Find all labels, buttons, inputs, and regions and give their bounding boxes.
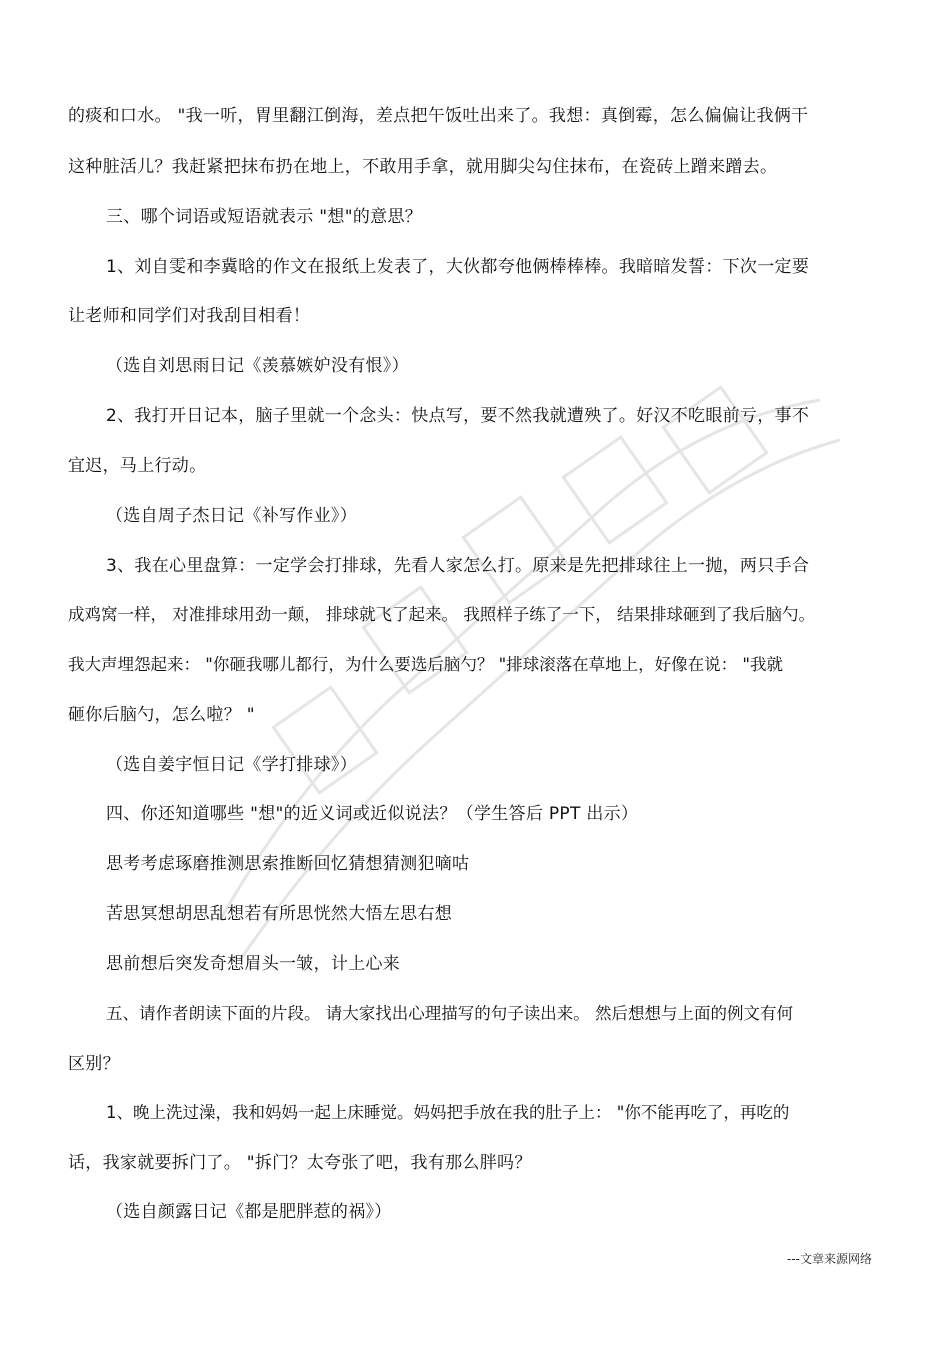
word-list: 思考考虑琢磨推测思索推断回忆猜想猜测犯嘀咕 xyxy=(106,854,470,874)
section-heading: 四、你还知道哪些 "想"的近义词或近似说法？（学生答后 PPT 出示） xyxy=(106,804,639,824)
section-heading: 五、请作者朗读下面的片段。 请大家找出心理描写的句子读出来。 然后想想与上面的例文有何 xyxy=(106,1004,793,1023)
text-line: 成鸡窝一样， 对准排球用劲一颠， 排球就飞了起来。 我照样子练了一下， 结果排球砸到了我后脑勺。 xyxy=(68,605,815,624)
source-citation: （选自周子杰日记《补写作业》） xyxy=(106,506,357,526)
text-line: 3、我在心里盘算：一定学会打排球，先看人家怎么打。原来是先把排球往上一抛，两只手合 xyxy=(106,556,810,576)
source-citation: （选自刘思雨日记《羡慕嫉妒没有恨》） xyxy=(106,356,409,376)
source-citation: （选自姜宇恒日记《学打排球》） xyxy=(106,755,357,775)
word-list: 思前想后突发奇想眉头一皱，计上心来 xyxy=(106,954,401,974)
text-line: 砸你后脑勺，怎么啦？ " xyxy=(68,705,255,725)
text-line: 这种脏活儿？我赶紧把抹布扔在地上，不敢用手拿，就用脚尖勾住抹布，在瓷砖上蹭来蹭去。 xyxy=(68,157,778,177)
text-line: 让老师和同学们对我刮目相看！ xyxy=(68,306,311,326)
text-line: 1、刘自雯和李冀晗的作文在报纸上发表了，大伙都夸他俩棒棒棒。我暗暗发誓：下次一定要 xyxy=(106,257,810,277)
text-line: 区别？ xyxy=(68,1054,120,1074)
source-citation: （选自颜露日记《都是肥胖惹的祸》） xyxy=(106,1202,392,1222)
word-list: 苦思冥想胡思乱想若有所思恍然大悟左思右想 xyxy=(106,904,452,924)
section-heading: 三、哪个词语或短语就表示 "想"的意思？ xyxy=(106,207,423,227)
text-line: 1、晚上洗过澡，我和妈妈一起上床睡觉。妈妈把手放在我的肚子上： "你不能再吃了，再吃的 xyxy=(106,1103,790,1122)
footer-source-note: ---文章来源网络 xyxy=(787,1252,872,1266)
text-line: 的痰和口水。 "我一听，胃里翻江倒海，差点把午饭吐出来了。我想：真倒霉，怎么偏偏让我俩干 xyxy=(68,106,809,126)
text-line: 宜迟，马上行动。 xyxy=(68,456,207,476)
text-line: 2、我打开日记本，脑子里就一个念头：快点写，要不然我就遭殃了。好汉不吃眼前亏，事不 xyxy=(106,406,810,426)
text-line: 话，我家就要拆门了。 "拆门？太夸张了吧，我有那么胖吗？ xyxy=(68,1153,532,1173)
text-line: 我大声埋怨起来： "你砸我哪儿都行，为什么要选后脑勺？ "排球滚落在草地上，好像在说： "我就 xyxy=(68,655,784,674)
